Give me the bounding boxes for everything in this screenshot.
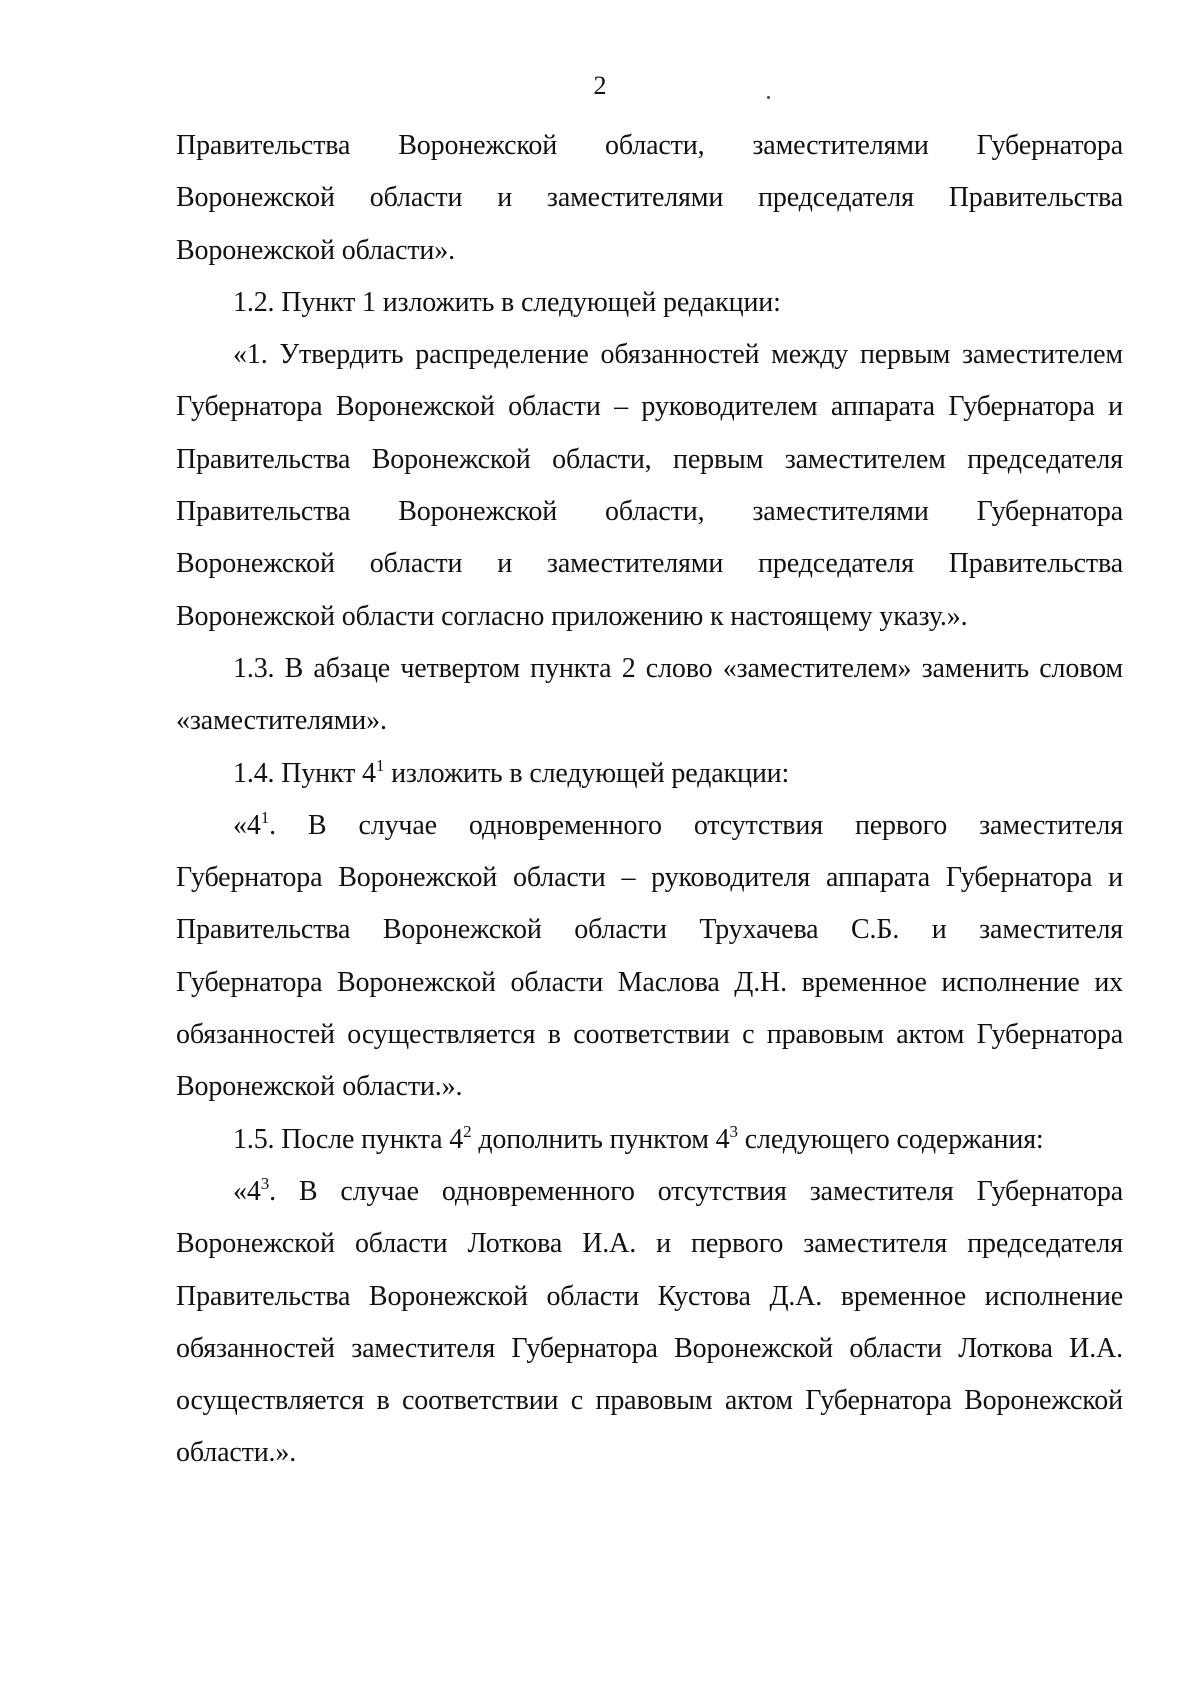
paragraph-1-5-text-before: 1.5. После пункта 4 [233, 1123, 464, 1155]
paragraph-1-3: 1.3. В абзаце четвертом пункта 2 слово «заместителем» заменить словом «заместителями». [176, 652, 1123, 737]
superscript: 1 [375, 755, 385, 775]
paragraph-quoted-item-4-1 [176, 800, 1123, 1114]
paragraph-1-2: 1.2. Пункт 1 изложить в следующей редакции: [233, 286, 781, 318]
item-4-1-text-after: . В случае одновременного отсутствия первого заместителя Губернатора Воронежской области – руководителя аппарата Губернатора и Правительства Воронежской области Трухачева С.Б. и заместителя Губернатора Воронежской области Маслова Д.Н. временное исполнение их обязанностей осуществляется в соответствии с правовым актом Губернатора Воронежской области.». [176, 809, 1123, 1103]
paragraph-1-4-text-before: 1.4. Пункт 4 [233, 757, 376, 789]
paragraph-1-4-text-after: изложить в следующей редакции: [384, 757, 790, 789]
item-4-1-text-before: «4 [233, 809, 261, 841]
document-body [176, 120, 1123, 1480]
paragraph-1-4 [176, 748, 1123, 800]
item-4-3-text-after: . В случае одновременного отсутствия заместителя Губернатора Воронежской области Лоткова И.А. и первого заместителя председателя Правительства Воронежской области Кустова Д.А. временное исполнение обязанностей заместителя Губернатора Воронежской области Лоткова И.А. осуществляется в соответствии с правовым актом Губернатора Воронежской области.». [176, 1175, 1123, 1469]
paragraph-1-5-text-after: следующего содержания: [737, 1123, 1044, 1155]
paragraph-1-5-text-middle: дополнить пунктом 4 [471, 1123, 730, 1155]
superscript: 3 [260, 1173, 270, 1193]
superscript: 1 [260, 807, 270, 827]
paragraph-continuation: Правительства Воронежской области, заместителями Губернатора Воронежской области и заместителями председателя Правительства Воронежской области». [176, 130, 1123, 266]
item-4-3-text-before: «4 [233, 1175, 261, 1207]
superscript: 3 [729, 1121, 738, 1141]
paragraph-1-5 [176, 1114, 1123, 1166]
paragraph-quoted-item-1: «1. Утвердить распределение обязанностей между первым заместителем Губернатора Воронежской области – руководителем аппарата Губернатора и Правительства Воронежской области, первым заместителем председателя Правительства Воронежской области, заместителями Губернатора Воронежской области и заместителями председателя Правительства Воронежской области согласно приложению к настоящему указу.». [176, 339, 1123, 632]
page-number: 2 [593, 71, 607, 100]
scan-speck [767, 96, 770, 99]
superscript: 2 [463, 1121, 472, 1141]
paragraph-quoted-item-4-3 [176, 1166, 1123, 1480]
